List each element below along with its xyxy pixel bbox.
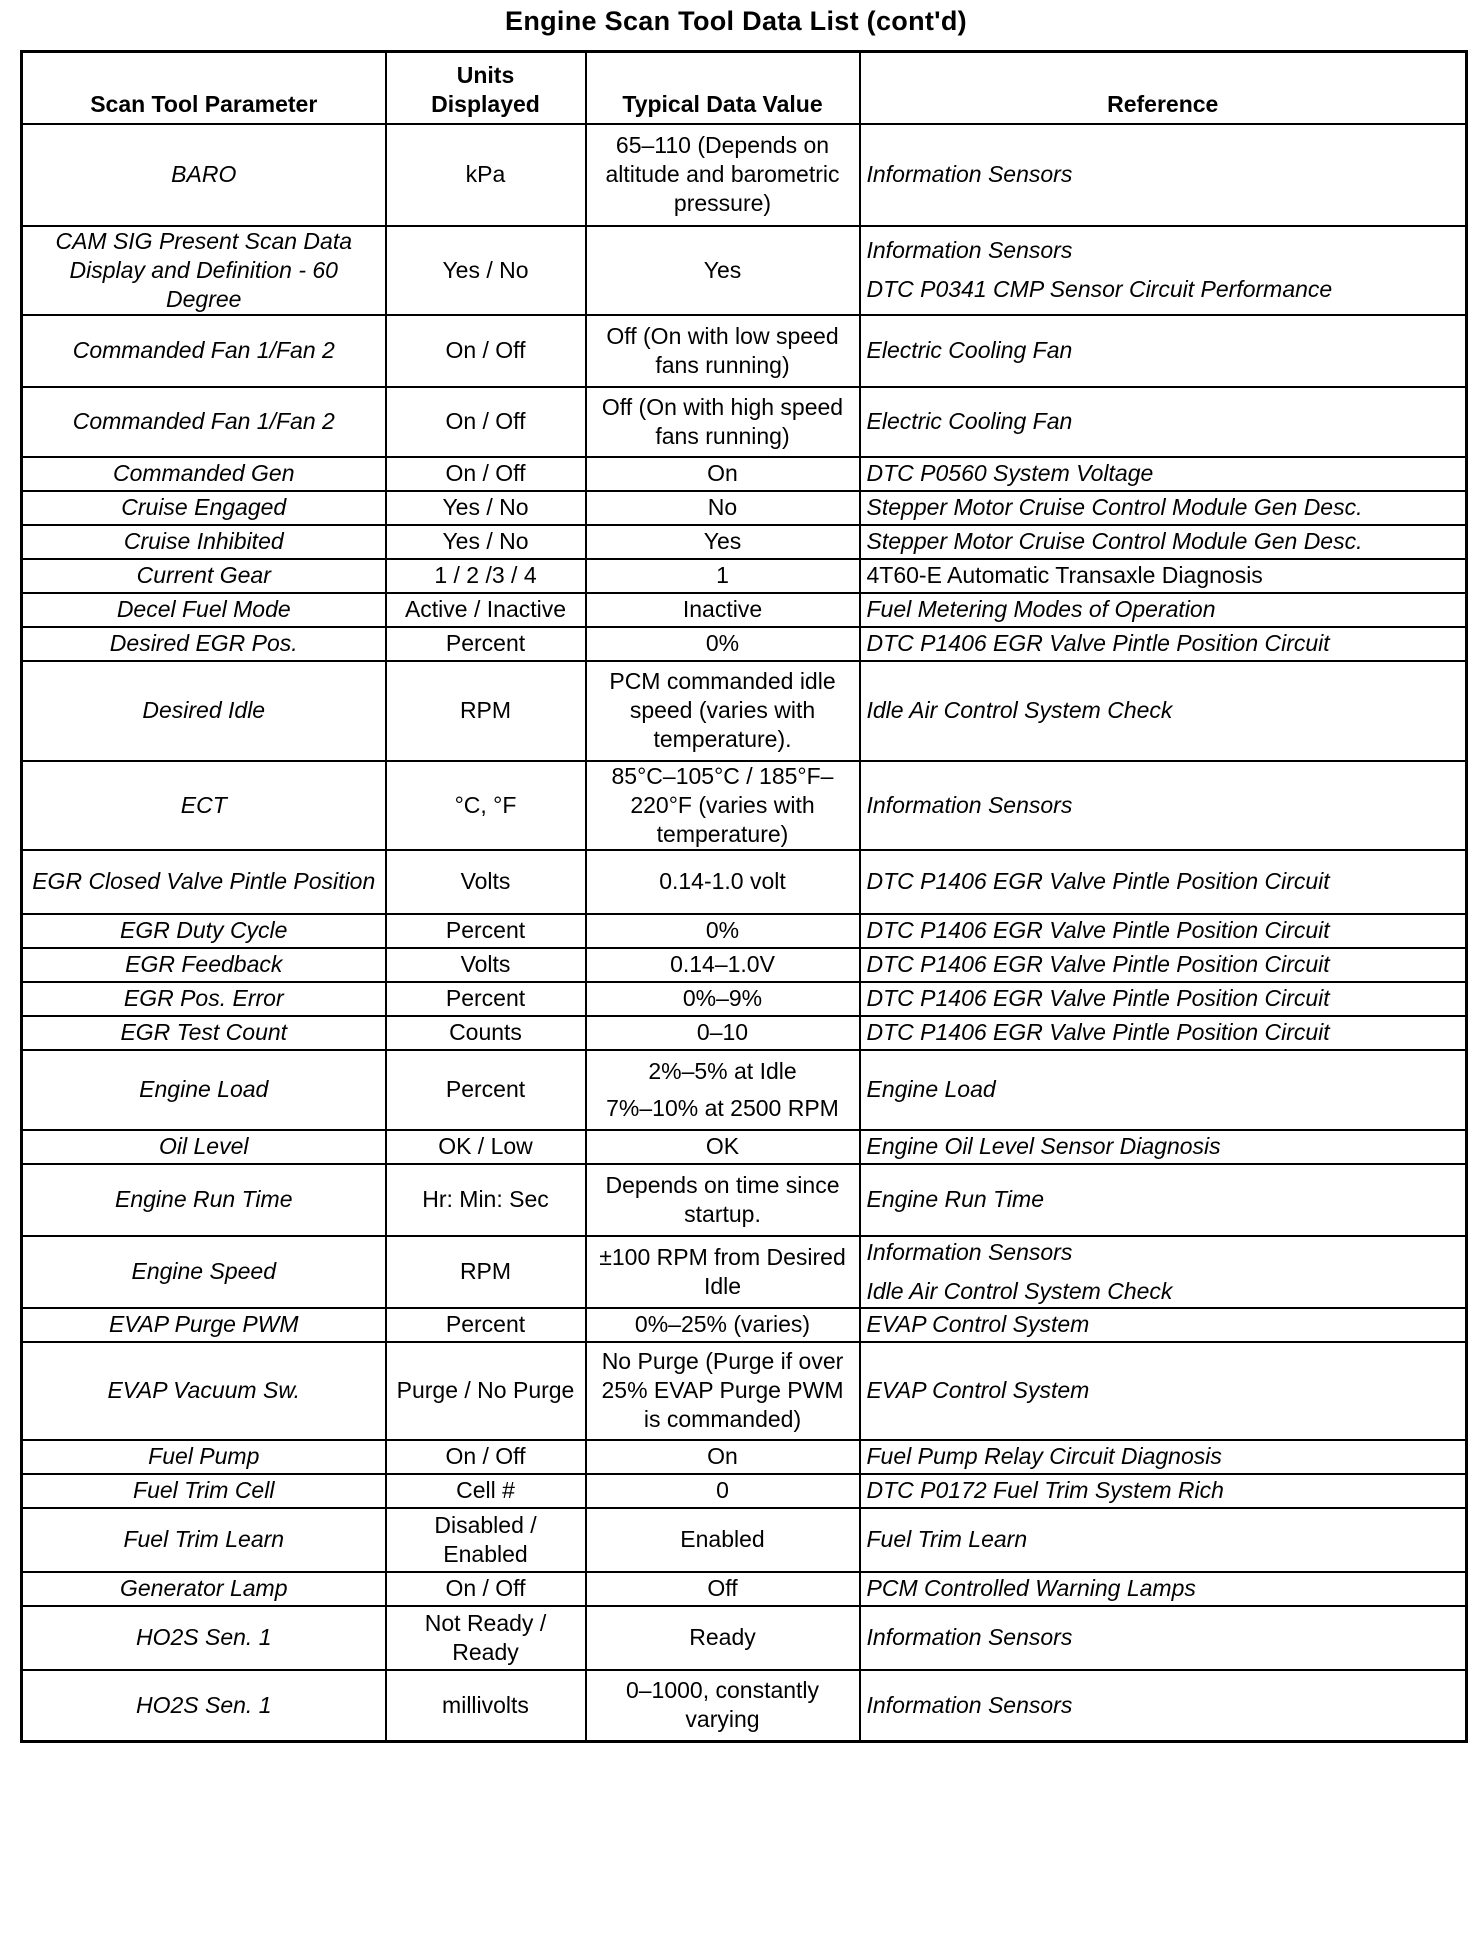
typical-value-line: ±100 RPM from Desired Idle xyxy=(599,1243,846,1299)
header-units: Units Displayed xyxy=(386,52,586,124)
reference-link: DTC P1406 EGR Valve Pintle Position Circuit xyxy=(866,951,1330,977)
cell-parameter: Decel Fuel Mode xyxy=(22,593,386,627)
cell-typical-value xyxy=(586,982,860,1016)
typical-value-line: 85°C–105°C / 185°F–220°F (varies with temperature) xyxy=(611,762,834,847)
cell-units: 1 / 2 /3 / 4 xyxy=(386,559,586,593)
cell-parameter: Desired EGR Pos. xyxy=(22,627,386,661)
table-row xyxy=(22,1236,1467,1308)
cell-parameter: Commanded Fan 1/Fan 2 xyxy=(22,387,386,457)
reference-link: Fuel Pump Relay Circuit Diagnosis xyxy=(866,1443,1222,1469)
cell-units: Yes / No xyxy=(386,525,586,559)
cell-units: Percent xyxy=(386,1308,586,1342)
reference-link: Engine Load xyxy=(866,1076,996,1102)
cell-reference xyxy=(860,525,1467,559)
cell-parameter: Cruise Engaged xyxy=(22,491,386,525)
cell-units: RPM xyxy=(386,661,586,761)
typical-value-line: 0–10 xyxy=(696,1019,749,1045)
cell-typical-value xyxy=(586,1440,860,1474)
cell-reference xyxy=(860,315,1467,387)
cell-units: Percent xyxy=(386,627,586,661)
cell-units: Cell # xyxy=(386,1474,586,1508)
typical-value-line: 0%–25% (varies) xyxy=(634,1311,811,1337)
reference-link: DTC P1406 EGR Valve Pintle Position Circuit xyxy=(866,1019,1330,1045)
cell-parameter: Cruise Inhibited xyxy=(22,525,386,559)
cell-typical-value xyxy=(586,1016,860,1050)
typical-value-line: 0% xyxy=(705,630,740,656)
cell-typical-value xyxy=(586,1606,860,1670)
reference-link: Stepper Motor Cruise Control Module Gen Desc. xyxy=(866,494,1363,520)
cell-reference xyxy=(860,593,1467,627)
cell-reference xyxy=(860,982,1467,1016)
typical-value-line: 0.14–1.0V xyxy=(670,951,775,977)
cell-typical-value xyxy=(586,1474,860,1508)
reference-link: Idle Air Control System Check xyxy=(866,697,1173,723)
cell-typical-value xyxy=(586,1572,860,1606)
cell-typical-value xyxy=(586,315,860,387)
typical-value-line: 0 xyxy=(716,1477,729,1503)
cell-typical-value xyxy=(586,593,860,627)
cell-parameter: EGR Duty Cycle xyxy=(22,914,386,948)
table-row xyxy=(22,525,1467,559)
typical-value-line: Yes xyxy=(703,256,742,283)
scan-data-table xyxy=(20,50,1468,1743)
cell-units: On / Off xyxy=(386,457,586,491)
cell-units: Purge / No Purge xyxy=(386,1342,586,1440)
table-row xyxy=(22,982,1467,1016)
header-reference: Reference xyxy=(860,52,1467,124)
cell-typical-value xyxy=(586,1050,860,1130)
cell-parameter: CAM SIG Present Scan Data Display and Definition - 60 Degree xyxy=(22,226,386,315)
cell-reference xyxy=(860,1050,1467,1130)
reference-link: PCM Controlled Warning Lamps xyxy=(866,1575,1196,1601)
table-row xyxy=(22,559,1467,593)
header-typical: Typical Data Value xyxy=(586,52,860,124)
table-row xyxy=(22,491,1467,525)
typical-value-line: 0–1000, constantly varying xyxy=(625,1677,820,1733)
reference-link: Engine Oil Level Sensor Diagnosis xyxy=(866,1133,1221,1159)
cell-units: OK / Low xyxy=(386,1130,586,1164)
cell-parameter: Engine Run Time xyxy=(22,1164,386,1236)
reference-link: DTC P0560 System Voltage xyxy=(866,460,1154,486)
table-row xyxy=(22,387,1467,457)
cell-parameter: EGR Pos. Error xyxy=(22,982,386,1016)
typical-value-line: Off (On with low speed fans running) xyxy=(606,322,839,378)
typical-value-line: 0.14-1.0 volt xyxy=(659,868,786,894)
table-row xyxy=(22,1050,1467,1130)
cell-typical-value xyxy=(586,627,860,661)
reference-link: Electric Cooling Fan xyxy=(866,408,1073,434)
reference-link: DTC P1406 EGR Valve Pintle Position Circuit xyxy=(866,917,1330,943)
cell-typical-value xyxy=(586,387,860,457)
reference-link: DTC P1406 EGR Valve Pintle Position Circuit xyxy=(866,630,1330,656)
typical-value-line: PCM commanded idle speed (varies with temperature). xyxy=(609,668,836,752)
table-row xyxy=(22,1508,1467,1572)
cell-parameter: Engine Speed xyxy=(22,1236,386,1308)
reference-link: EVAP Control System xyxy=(866,1311,1090,1337)
cell-parameter: Generator Lamp xyxy=(22,1572,386,1606)
header-row xyxy=(22,52,1467,124)
cell-units: On / Off xyxy=(386,1572,586,1606)
typical-value-line: No xyxy=(707,494,738,520)
typical-value-line: 7%–10% at 2500 RPM xyxy=(606,1094,839,1121)
table-row xyxy=(22,226,1467,315)
table-row xyxy=(22,1670,1467,1742)
cell-typical-value xyxy=(586,948,860,982)
reference-link: Fuel Trim Learn xyxy=(866,1526,1028,1552)
cell-reference xyxy=(860,627,1467,661)
cell-parameter: Engine Load xyxy=(22,1050,386,1130)
cell-typical-value xyxy=(586,1236,860,1308)
cell-parameter: Desired Idle xyxy=(22,661,386,761)
reference-link: Information Sensors xyxy=(866,1238,1073,1265)
reference-link: DTC P0172 Fuel Trim System Rich xyxy=(866,1477,1224,1503)
cell-units: Hr: Min: Sec xyxy=(386,1164,586,1236)
cell-parameter: Commanded Fan 1/Fan 2 xyxy=(22,315,386,387)
cell-typical-value xyxy=(586,124,860,226)
cell-units: On / Off xyxy=(386,1440,586,1474)
cell-reference xyxy=(860,1670,1467,1742)
table-row xyxy=(22,124,1467,226)
table-row xyxy=(22,1572,1467,1606)
cell-parameter: ECT xyxy=(22,761,386,850)
reference-link: Idle Air Control System Check xyxy=(866,1277,1173,1304)
cell-reference xyxy=(860,761,1467,850)
cell-typical-value xyxy=(586,1308,860,1342)
cell-parameter: Oil Level xyxy=(22,1130,386,1164)
table-row xyxy=(22,761,1467,850)
typical-value-line: Off xyxy=(707,1575,738,1601)
cell-typical-value xyxy=(586,457,860,491)
typical-value-line: Enabled xyxy=(680,1526,765,1552)
typical-value-line: On xyxy=(707,460,738,486)
cell-units: Volts xyxy=(386,948,586,982)
typical-value-line: OK xyxy=(705,1133,740,1159)
cell-parameter: EGR Closed Valve Pintle Position xyxy=(22,850,386,914)
cell-reference xyxy=(860,1572,1467,1606)
cell-reference xyxy=(860,850,1467,914)
cell-units: Yes / No xyxy=(386,226,586,315)
cell-units: kPa xyxy=(386,124,586,226)
typical-value-line: No Purge (Purge if over 25% EVAP Purge PWM is commanded) xyxy=(601,1348,844,1432)
cell-reference xyxy=(860,1236,1467,1308)
reference-link: Information Sensors xyxy=(866,1691,1073,1718)
table-row xyxy=(22,1164,1467,1236)
cell-typical-value xyxy=(586,1342,860,1440)
table-row xyxy=(22,1016,1467,1050)
reference-link: Information Sensors xyxy=(866,237,1073,263)
typical-value-line: 65–110 (Depends on altitude and barometric pressure) xyxy=(605,132,840,216)
table-row xyxy=(22,627,1467,661)
cell-reference xyxy=(860,1606,1467,1670)
cell-parameter: EVAP Vacuum Sw. xyxy=(22,1342,386,1440)
reference-link: Engine Run Time xyxy=(866,1186,1044,1212)
cell-parameter: Fuel Trim Learn xyxy=(22,1508,386,1572)
cell-reference xyxy=(860,661,1467,761)
reference-link: 4T60-E Automatic Transaxle Diagnosis xyxy=(866,562,1263,588)
cell-typical-value xyxy=(586,761,860,850)
table-row xyxy=(22,1440,1467,1474)
cell-units: Yes / No xyxy=(386,491,586,525)
typical-value-line: 0%–9% xyxy=(682,985,763,1011)
cell-reference xyxy=(860,1308,1467,1342)
cell-reference xyxy=(860,1342,1467,1440)
cell-typical-value xyxy=(586,559,860,593)
cell-reference xyxy=(860,124,1467,226)
table-row xyxy=(22,850,1467,914)
cell-units: Disabled / Enabled xyxy=(386,1508,586,1572)
cell-parameter: Fuel Trim Cell xyxy=(22,1474,386,1508)
reference-link: Fuel Metering Modes of Operation xyxy=(866,596,1216,622)
table-row xyxy=(22,457,1467,491)
reference-link: DTC P0341 CMP Sensor Circuit Performance xyxy=(866,276,1333,302)
header-parameter: Scan Tool Parameter xyxy=(22,52,386,124)
cell-parameter: EGR Test Count xyxy=(22,1016,386,1050)
cell-reference xyxy=(860,1130,1467,1164)
cell-units: Percent xyxy=(386,1050,586,1130)
cell-units: Percent xyxy=(386,982,586,1016)
cell-reference xyxy=(860,226,1467,315)
cell-reference xyxy=(860,1016,1467,1050)
cell-parameter: HO2S Sen. 1 xyxy=(22,1670,386,1742)
cell-parameter: EGR Feedback xyxy=(22,948,386,982)
reference-link: DTC P1406 EGR Valve Pintle Position Circuit xyxy=(866,868,1330,894)
typical-value-line: 2%–5% at Idle xyxy=(648,1057,797,1084)
cell-reference xyxy=(860,491,1467,525)
cell-units: Not Ready / Ready xyxy=(386,1606,586,1670)
cell-reference xyxy=(860,948,1467,982)
reference-link: Information Sensors xyxy=(866,1624,1073,1650)
typical-value-line: Inactive xyxy=(682,596,763,622)
cell-typical-value xyxy=(586,525,860,559)
typical-value-line: On xyxy=(707,1443,738,1469)
cell-parameter: Commanded Gen xyxy=(22,457,386,491)
cell-reference xyxy=(860,559,1467,593)
cell-typical-value xyxy=(586,661,860,761)
typical-value-line: 0% xyxy=(705,917,740,943)
cell-typical-value xyxy=(586,914,860,948)
table-row xyxy=(22,1342,1467,1440)
cell-reference xyxy=(860,1474,1467,1508)
typical-value-line: Off (On with high speed fans running) xyxy=(601,393,844,449)
cell-parameter: Fuel Pump xyxy=(22,1440,386,1474)
cell-reference xyxy=(860,457,1467,491)
table-row xyxy=(22,1606,1467,1670)
table-row xyxy=(22,315,1467,387)
typical-value-line: Ready xyxy=(689,1624,756,1650)
cell-typical-value xyxy=(586,1164,860,1236)
table-row xyxy=(22,1130,1467,1164)
cell-typical-value xyxy=(586,1508,860,1572)
cell-typical-value xyxy=(586,850,860,914)
table-body xyxy=(22,124,1467,1742)
table-row xyxy=(22,914,1467,948)
table-row xyxy=(22,661,1467,761)
cell-parameter: BARO xyxy=(22,124,386,226)
table-row xyxy=(22,948,1467,982)
reference-link: Information Sensors xyxy=(866,791,1073,818)
cell-units: Active / Inactive xyxy=(386,593,586,627)
cell-parameter: Current Gear xyxy=(22,559,386,593)
cell-units: Volts xyxy=(386,850,586,914)
reference-link: EVAP Control System xyxy=(866,1377,1090,1403)
cell-typical-value xyxy=(586,226,860,315)
cell-typical-value xyxy=(586,1670,860,1742)
typical-value-line: Yes xyxy=(703,528,742,554)
cell-units: Counts xyxy=(386,1016,586,1050)
cell-reference xyxy=(860,387,1467,457)
cell-units: On / Off xyxy=(386,315,586,387)
cell-reference xyxy=(860,1508,1467,1572)
table-row xyxy=(22,593,1467,627)
cell-units: Percent xyxy=(386,914,586,948)
cell-reference xyxy=(860,914,1467,948)
reference-link: Stepper Motor Cruise Control Module Gen Desc. xyxy=(866,528,1363,554)
table-row xyxy=(22,1308,1467,1342)
cell-parameter: HO2S Sen. 1 xyxy=(22,1606,386,1670)
cell-units: °C, °F xyxy=(386,761,586,850)
cell-typical-value xyxy=(586,491,860,525)
cell-reference xyxy=(860,1440,1467,1474)
reference-link: Information Sensors xyxy=(866,161,1073,187)
reference-link: Electric Cooling Fan xyxy=(866,337,1073,363)
cell-parameter: EVAP Purge PWM xyxy=(22,1308,386,1342)
table-row xyxy=(22,1474,1467,1508)
cell-reference xyxy=(860,1164,1467,1236)
reference-link: DTC P1406 EGR Valve Pintle Position Circuit xyxy=(866,985,1330,1011)
cell-typical-value xyxy=(586,1130,860,1164)
cell-units: RPM xyxy=(386,1236,586,1308)
typical-value-line: Depends on time since startup. xyxy=(605,1171,840,1227)
cell-units: On / Off xyxy=(386,387,586,457)
page-title: Engine Scan Tool Data List (cont'd) xyxy=(505,6,967,36)
cell-units: millivolts xyxy=(386,1670,586,1742)
typical-value-line: 1 xyxy=(716,562,729,588)
